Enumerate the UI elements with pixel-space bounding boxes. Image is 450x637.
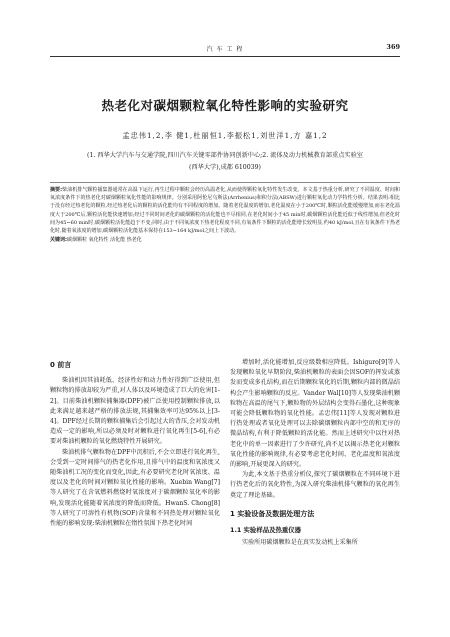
journal-name: 汽 车 工 程 xyxy=(206,46,244,53)
abstract xyxy=(50,182,400,244)
affiliation xyxy=(70,150,380,174)
intro-paragraph-2: 柴油机排气颗粒物在DPF中沉积后,不会立即进行氧化再生,会受到一定时间排气的热老化作用,且排气中的温度和氧浓度又随柴油机工况的变化而变化,因此,有必要研究老化时氧浓度、温度以及老化的时间对颗粒氧化性能的影响。Xuebin Wang[7]等人研究了在含氧燃料燃烧时氧浓度对于碳烟颗粒氧化率的影响,发现活化能随着氧浓度的降低而降低。HwanS. Chong[8]等人研究了可溶性有机物(SOF)含量和不同热处理对颗粒氧化性能的影响发现:柴油机颗粒在惰性氛围下热老化时间 xyxy=(50,448,220,528)
abstract-text: 柴油机排气颗粒捕集器通常在高温下运行,再生过程中颗粒会经历高温老化,从而使得颗粒氧化特性发生改变。本文基于热重分析,研究了不同温度、时间和氧浓度条件下的热老化对碳烟颗粒氧化性能的影响规律。分别采用阿伦尼乌斯法(Arrhenius)和积分法(ABSW)进行颗粒氧化动力学特性分析。结果表明:相比于没有经过热老化的颗粒,经过热老化后的颗粒的活化能均有不同程度的增加。随着老化温度的增加,老化温度在小于200℃时,颗粒活化能缓慢增加,而在老化温度大于200℃后,颗粒活化能快速增加;经过不同时间老化的碳烟颗粒的活化能也不尽相同,在老化时间小于45 min时,碳烟颗粒活化能近似于线性增加;但老化时间为45~60 min时,碳烟颗粒活化能趋于不变;同时,由于不同氧浓度下热老化程度不同,有氧条件下颗粒的活化能增长较明显,约40 kJ/mol,且在有氧条件下热老化时,随着氧浓度的增加,碳烟颗粒活化能基本保持在153~164 kJ/mol之间上下波动。 xyxy=(50,187,400,235)
abstract-body xyxy=(50,186,400,235)
methods-paragraph-1: 实验所用碳烟颗粒是在真实发动机上采集所 xyxy=(242,539,358,547)
intro-paragraph-1: 柴油机因其油耗低、经济性好和动力性好得到广泛使用,但颗粒物的排放却较为严重,对人体以及环境造成了巨大的危害[1-2]。目前柴油机颗粒捕集器(DPF)被广泛使用控制颗粒排放,以此来满足越来越严格的排放法规,其捕集效率可达95%以上[3-4]。DPF经过长期的颗粒捕集后会引起过大的背压,会对发动机造成一定的影响,所以必须及时对颗粒进行氧化再生[5-6],有必要对柴油机颗粒的氧化燃烧特性开展研究。 xyxy=(50,377,220,446)
paper-title: 热老化对碳烟颗粒氧化特性影响的实验研究 xyxy=(101,98,349,113)
section-heading-methods: 1 实验设备及数据处理方法 xyxy=(230,509,315,518)
keywords xyxy=(50,236,400,244)
keywords-label: 关键词: xyxy=(50,237,67,244)
section-heading-intro: 0 前言 xyxy=(50,361,72,369)
affiliation-line-1: (1. 西华大学汽车与交通学院,四川汽车关键零部件协同创新中心;2. 流体及动力机械教育部重点实验室 xyxy=(87,152,363,159)
intro-paragraph-3: 增加时,活化能增加,反应级数相应降低。Ishiguro[9]等人发现颗粒氧化早期阶段,柴油机颗粒的表面会因SOF的挥发或蒸发而变成多孔结构,而在后期颗粒氧化的后期,颗粒内部的微晶结构会产生影响颗粒的反应。Vander Wal[10]等人发现柴油机颗粒物在高温的尾气下,颗粒物的外层结构会变得石墨化,这种现象可能会降低颗粒物的氧化性能。孟忠伟[11]等人发现对颗粒进行热处理或者氧化处理可以去除碳烟颗粒内部中空的和无序的微晶结构,有利于降低颗粒的活化能。然而上述研究中以往对热老化中的单一因素进行了少许研究,尚不足以揭示热老化对颗粒氧化性能的影响规律,有必要考虑老化时间、老化温度和氧浓度的影响,开展更深入的研究。 xyxy=(230,359,400,469)
author-list: 孟忠伟1,2,李 健1,杜丽恒1,李振松1,刘世洋1,方 嘉1,2 xyxy=(122,131,328,140)
right-column xyxy=(230,358,400,548)
subsection-heading-samples: 1.1 实验样品及热重仪器 xyxy=(230,526,302,535)
intro-paragraph-4: 为此,本文基于热重分析仪,探究了碳烟颗粒在不同环境下进行热老化后的氧化特性,为深入研究柴油机排气颗粒的氧化再生奠定了理论基础。 xyxy=(230,471,400,499)
running-header xyxy=(50,44,400,57)
page-number: 369 xyxy=(386,43,400,51)
abstract-label: 摘要: xyxy=(50,187,63,193)
spacer xyxy=(230,501,400,507)
affiliation-line-2: (西华大学),成都 610039) xyxy=(189,164,261,171)
keywords-text: 碳烟颗粒 氧化特性 活化能 热老化 xyxy=(67,237,142,244)
left-column xyxy=(50,358,220,529)
